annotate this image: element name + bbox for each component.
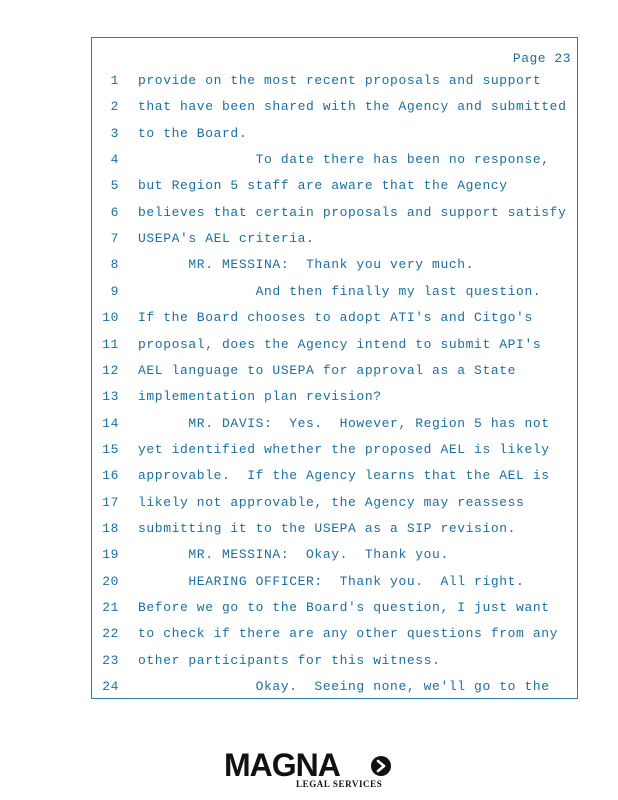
line-text: believes that certain proposals and support satisfy [138,204,567,220]
line-number: 6 [110,204,119,220]
transcript-line [92,416,577,436]
line-number: 17 [102,494,119,510]
transcript-line [92,310,577,330]
line-number: 20 [102,573,119,589]
line-number: 22 [102,626,119,642]
line-text: MR. MESSINA: Okay. Thank you. [138,547,449,563]
transcript-line [92,231,577,251]
transcript-line [92,152,577,172]
transcript-line [92,363,577,383]
page-number: Page 23 [512,51,571,66]
transcript-line [92,442,577,462]
line-number: 23 [102,652,119,668]
line-text: but Region 5 staff are aware that the Agency [138,178,508,194]
line-number: 12 [102,362,119,378]
line-text: HEARING OFFICER: Thank you. All right. [138,573,525,589]
logo-subtitle: LEGAL SERVICES [296,779,383,789]
transcript-line [92,626,577,646]
transcript-line [92,389,577,409]
line-text: provide on the most recent proposals and support [138,73,542,88]
line-text: that have been shared with the Agency and submitted [138,99,567,115]
transcript-line [92,73,577,93]
transcript-line [92,521,577,541]
line-number: 24 [102,679,119,695]
line-number: 9 [110,283,119,299]
line-text: And then finally my last question. [138,283,542,299]
line-text: AEL language to USEPA for approval as a State [138,362,517,378]
line-text: yet identified whether the proposed AEL is likely [138,441,550,457]
transcript-line [92,468,577,488]
line-text: other participants for this witness. [138,652,441,668]
transcript-line [92,126,577,146]
line-text: to the Board. [138,125,248,141]
line-text: Okay. Seeing none, we'll go to the [138,679,550,695]
line-number: 2 [110,99,119,115]
transcript-line [92,205,577,225]
transcript-line [92,547,577,567]
transcript-page [91,37,578,699]
transcript-line [92,495,577,515]
line-text: If the Board chooses to adopt ATI's and Citgo's [138,310,533,326]
line-number: 7 [110,231,119,247]
line-number: 1 [110,73,119,88]
line-number: 14 [102,415,119,431]
line-number: 3 [110,125,119,141]
line-number: 11 [102,336,119,352]
line-text: submitting it to the USEPA as a SIP revision. [138,520,517,536]
line-number: 13 [102,389,119,405]
line-text: proposal, does the Agency intend to submit API's [138,336,542,352]
transcript-line [92,574,577,594]
line-number: 19 [102,547,119,563]
transcript-line [92,653,577,673]
transcript-line [92,257,577,277]
magna-logo [224,748,394,792]
line-text: to check if there are any other questions from any [138,626,559,642]
line-text: MR. MESSINA: Thank you very much. [138,257,475,273]
logo-wordmark: MAGNA [224,747,340,783]
transcript-line [92,679,577,699]
arrow-circle-icon [370,755,392,777]
line-number: 5 [110,178,119,194]
line-number: 16 [102,468,119,484]
line-text: MR. DAVIS: Yes. However, Region 5 has not [138,415,550,431]
line-text: To date there has been no response, [138,152,550,168]
transcript-line [92,600,577,620]
line-text: Before we go to the Board's question, I just want [138,600,550,615]
transcript-line [92,337,577,357]
line-text: USEPA's AEL criteria. [138,231,315,247]
transcript-line [92,284,577,304]
line-text: approvable. If the Agency learns that the AEL is [138,468,550,484]
line-number: 10 [102,310,119,326]
line-text: likely not approvable, the Agency may reassess [138,494,525,510]
line-number: 21 [102,600,119,615]
transcript-line [92,99,577,119]
line-text: implementation plan revision? [138,389,382,405]
line-number: 8 [110,257,119,273]
line-number: 18 [102,520,119,536]
line-number: 15 [102,441,119,457]
transcript-line [92,178,577,198]
line-number: 4 [110,152,119,168]
